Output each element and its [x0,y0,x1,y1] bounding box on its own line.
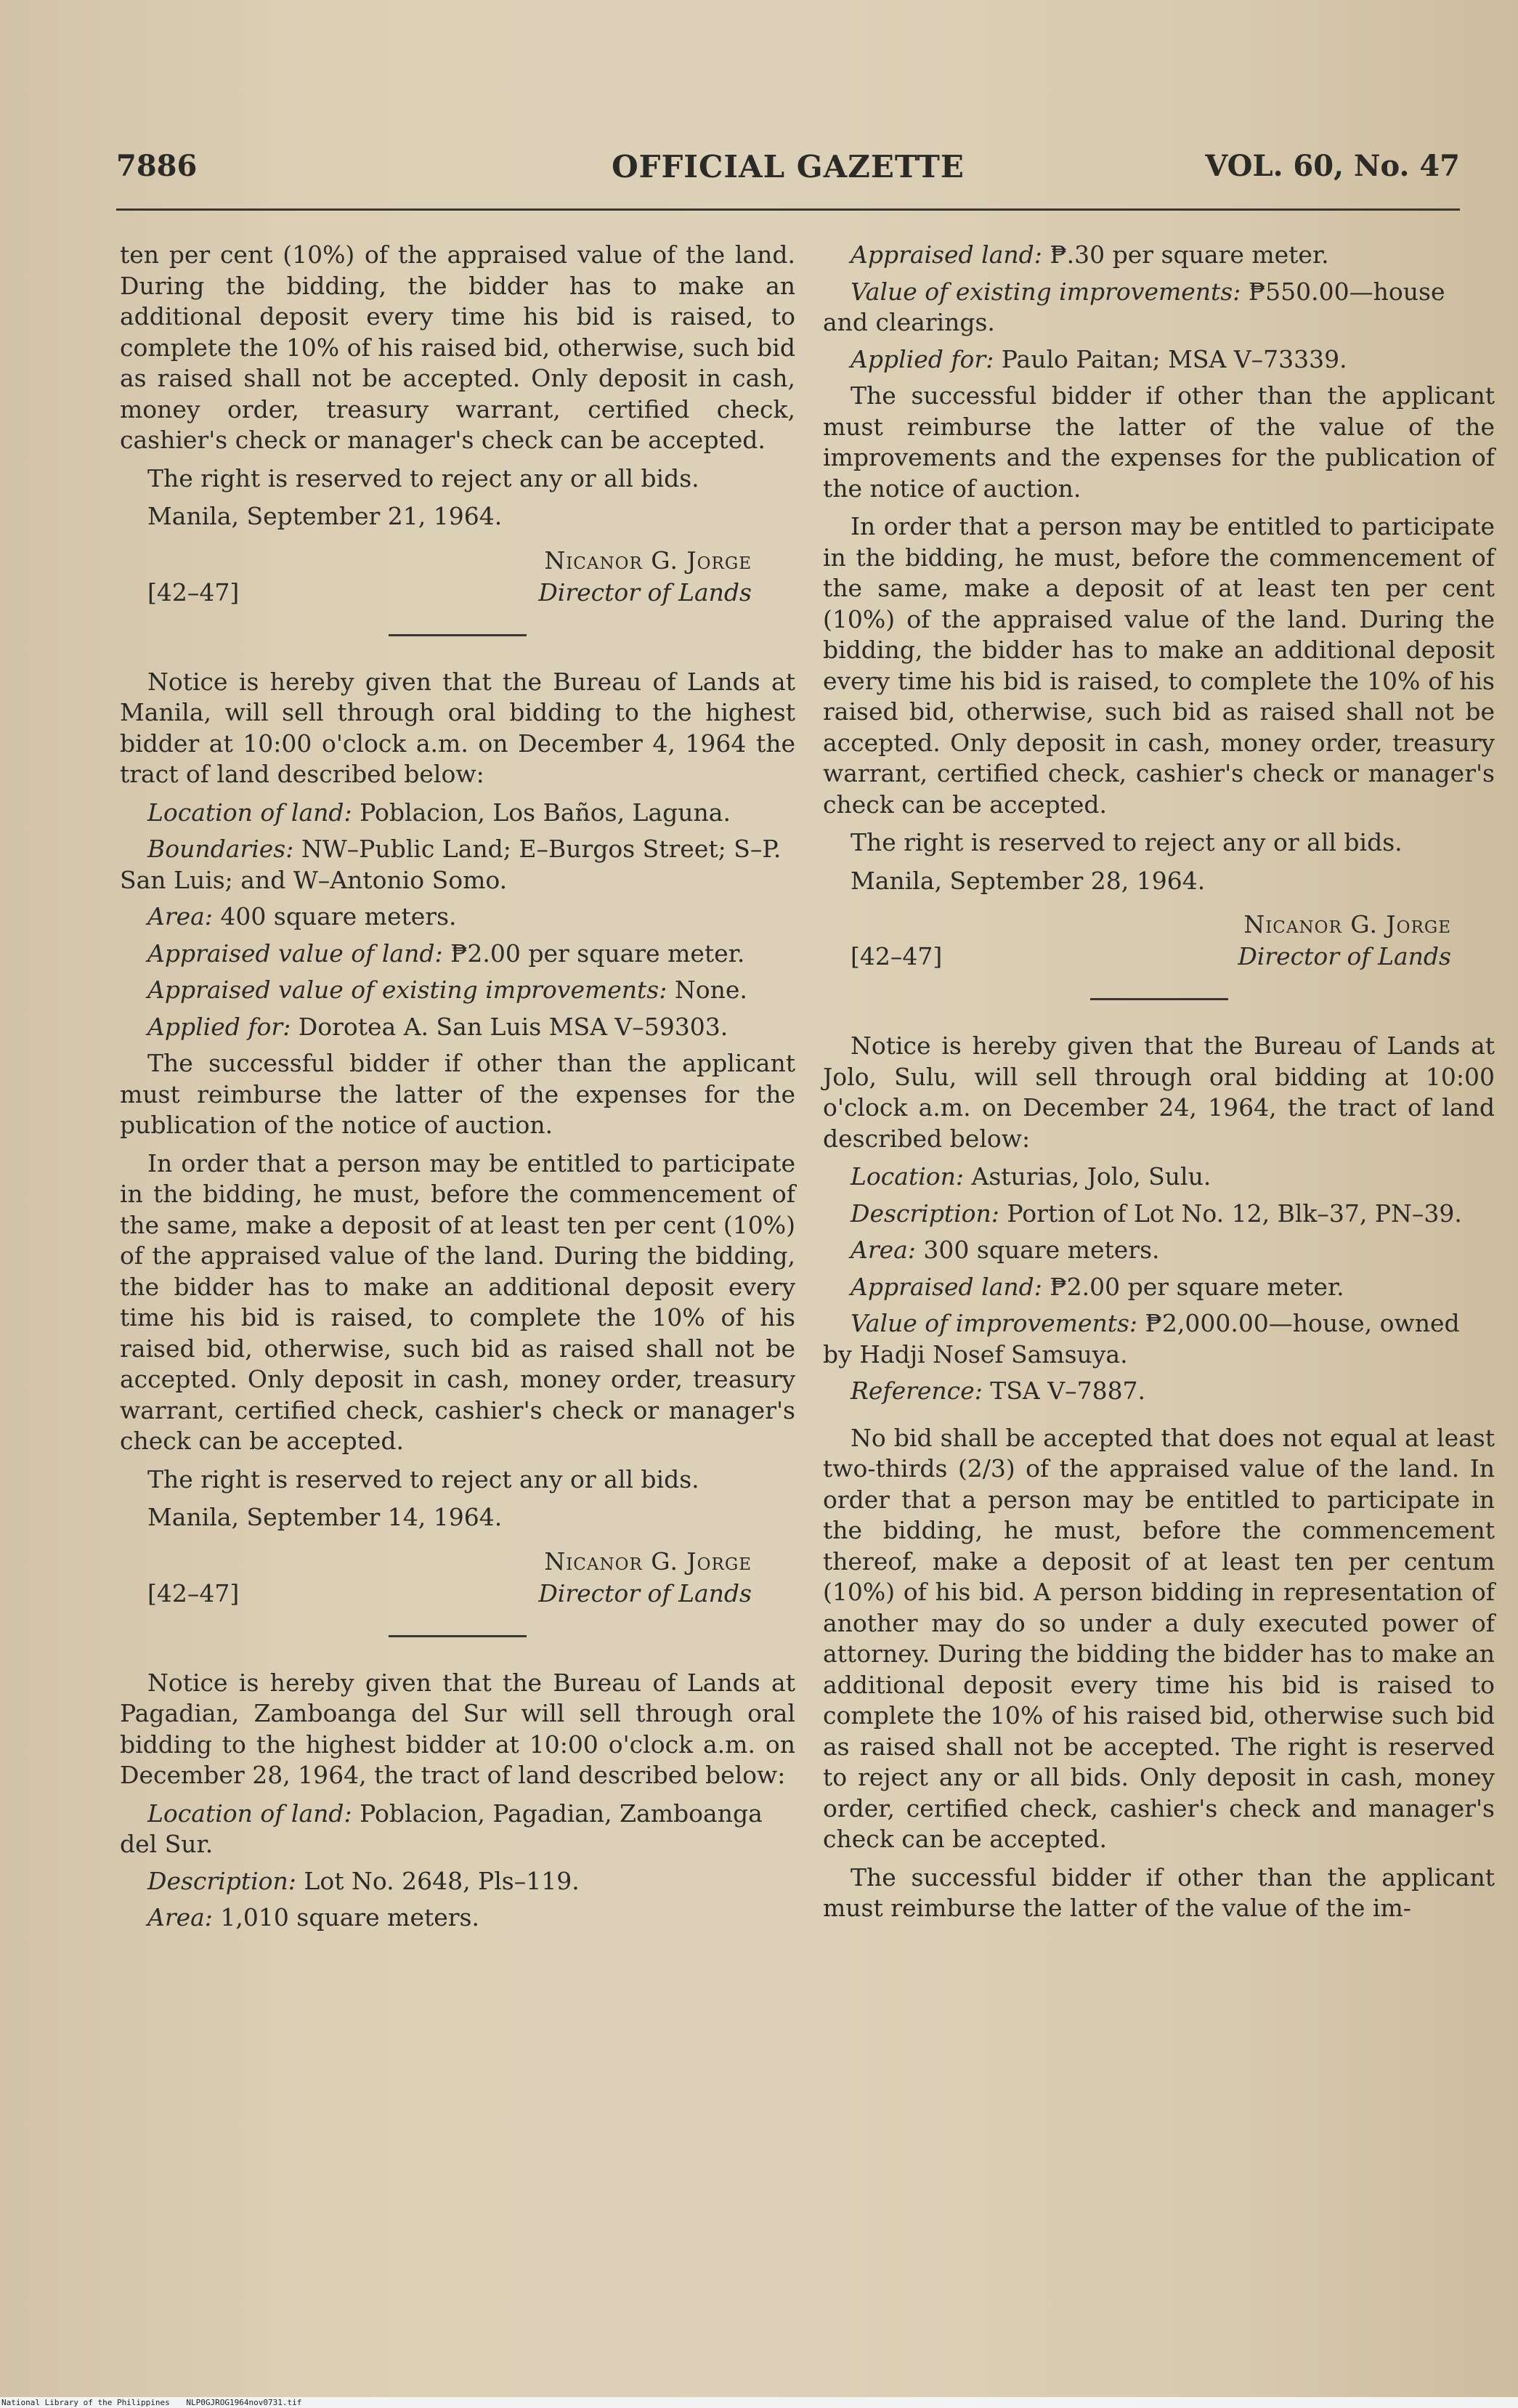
notice-intro: Notice is hereby given that the Bureau of Lands at Manila, will sell through oral bidding to the highest bidder at 10:00 o'clock a.m. on December 4, 1964 the tract of land described below: [120,667,795,788]
land-description: Description: Portion of Lot No. 12, Blk–37, PN–39. [851,1199,1462,1228]
land-boundaries: Boundaries: NW–Public Land; E–Burgos Street; S–P. San Luis; and W–Antonio Somo. [120,835,782,894]
notice-intro: Notice is hereby given that the Bureau of Lands at Pagadian, Zamboanga del Sur will sell through oral bidding to the highest bidder at 10:00 o'clock a.m. on December 28, 1964, the tract of land described below: [120,1668,795,1789]
issue-reference: [42–47] [851,942,943,970]
deposit-clause: In order that a person may be entitled to participate in the bidding, he must, before the commencement of the same, make a deposit of at least ten per cent (10%) of the appraised value of the land. During the bidding, the bidder has to make an additional deposit every time his bid is raised, to complete the 10% of his raised bid, otherwise, such bid as raised shall not be accepted. Only deposit in cash, money order, treasury warrant, certified check, cashier's check or manager's check can be accepted. [120,1148,795,1455]
notice-date: Manila, September 21, 1964. [147,502,503,530]
page-number: 7886 [116,149,198,183]
notice-separator [1090,998,1228,1000]
notice-separator [389,1635,527,1637]
land-location: Location of land: Poblacion, Los Baños, Laguna. [147,798,731,827]
right-column [823,240,1495,1931]
land-description: Description: Lot No. 2648, Pls–119. [147,1866,580,1895]
land-area: Area: 400 square meters. [147,902,457,931]
appraised-value: Appraised land: ₱.30 per square meter. [851,240,1329,269]
publication-title: OFFICIAL GAZETTE [612,149,965,185]
signatory-name: Nicanor G. Jorge [544,546,752,575]
signatory-title: Director of Lands [538,577,752,607]
reference: Reference: TSA V–7887. [851,1377,1146,1405]
notice-date: Manila, September 14, 1964. [147,1503,503,1531]
reimbursement-clause: The successful bidder if other than the applicant must reimburse the latter of the value of the improvements and the expenses for the publication of the notice of auction. [823,381,1495,503]
page-header [116,149,1460,200]
land-area: Area: 300 square meters. [851,1236,1160,1264]
reservation-clause: The right is reserved to reject any or all bids. [147,463,699,492]
reservation-clause: The right is reserved to reject any or all bids. [147,1464,699,1493]
land-area: Area: 1,010 square meters. [147,1903,479,1931]
scan-filename: NLP0GJROG1964nov0731.tif [186,2398,302,2407]
deposit-clause: In order that a person may be entitled to participate in the bidding, he must, before the commencement of the same, make a deposit of at least ten per cent (10%) of the appraised value of the land. During the bidding, the bidder has to make an additional deposit every time his bid is raised, to complete the 10% of his raised bid, otherwise, such bid as raised shall not be accepted. Only deposit in cash, money order, treasury warrant, certified check, cashier's check or manager's check can be accepted. [823,512,1495,819]
improvements-value: Appraised value of existing improvements: None. [147,976,747,1004]
left-column [120,240,795,1939]
header-rule [116,208,1460,211]
signature-block [120,1546,795,1616]
notice-separator [389,634,527,636]
signatory-name: Nicanor G. Jorge [544,1546,752,1576]
volume-number: VOL. 60, No. 47 [1205,149,1460,183]
continued-paragraph: ten per cent (10%) of the appraised value of the land. During the bidding, the bidder has to make an additional deposit every time his bid is raised, to complete the 10% of his raised bid, otherwise, such bid as raised shall not be accepted. Only deposit in cash, money order, treasury warrant, certified check, cashier's check or manager's check can be accepted. [120,240,795,454]
reimbursement-clause: The successful bidder if other than the applicant must reimburse the latter of the expenses for the publication of the notice of auction. [120,1049,795,1139]
signatory-title: Director of Lands [538,1578,752,1608]
issue-reference: [42–47] [147,577,240,607]
land-location: Location: Asturias, Jolo, Sulu. [851,1162,1211,1191]
improvements-value: Value of existing improvements: ₱550.00—house and clearings. [823,277,1445,336]
scan-footer [0,2397,1518,2408]
signature-block [823,909,1495,979]
signature-block [120,546,795,615]
minimum-bid-clause: No bid shall be accepted that does not equal at least two-thirds (2/3) of the appraised value of the land. In order that a person may be entitled to participate in the bidding, he must, before the commencement thereof, make a deposit of at least ten per centum (10%) of his bid. A person bidding in representation of another may do so under a duly executed power of attorney. During the bidding the bidder has to make an additional deposit every time his bid is raised to complete the 10% of his raised bid, otherwise such bid as raised shall not be accepted. The right is reserved to reject any or all bids. Only deposit in cash, money order, certified check, cashier's check and manager's check can be accepted. [823,1423,1495,1853]
improvements-value: Value of improvements: ₱2,000.00—house, owned by Hadji Nosef Samsuya. [823,1309,1460,1369]
signatory-name: Nicanor G. Jorge [1243,910,1451,939]
appraised-value: Appraised value of land: ₱2.00 per square meter. [147,939,745,968]
reimbursement-clause: The successful bidder if other than the applicant must reimburse the latter of the value of the im- [823,1862,1495,1922]
reservation-clause: The right is reserved to reject any or all bids. [851,828,1403,856]
appraised-value: Appraised land: ₱2.00 per square meter. [851,1272,1344,1301]
issue-reference: [42–47] [147,1578,240,1608]
signatory-title: Director of Lands [1238,942,1451,970]
notice-intro: Notice is hereby given that the Bureau of Lands at Jolo, Sulu, will sell through oral bidding at 10:00 o'clock a.m. on December 24, 1964, the tract of land described below: [823,1031,1495,1153]
land-location: Location of land: Poblacion, Pagadian, Zamboanga del Sur. [120,1799,763,1858]
notice-date: Manila, September 28, 1964. [851,866,1206,895]
applied-for: Applied for: Dorotea A. San Luis MSA V–59303. [147,1012,728,1041]
library-credit: National Library of the Philippines [1,2398,170,2407]
applied-for: Applied for: Paulo Paitan; MSA V–73339. [851,344,1347,373]
